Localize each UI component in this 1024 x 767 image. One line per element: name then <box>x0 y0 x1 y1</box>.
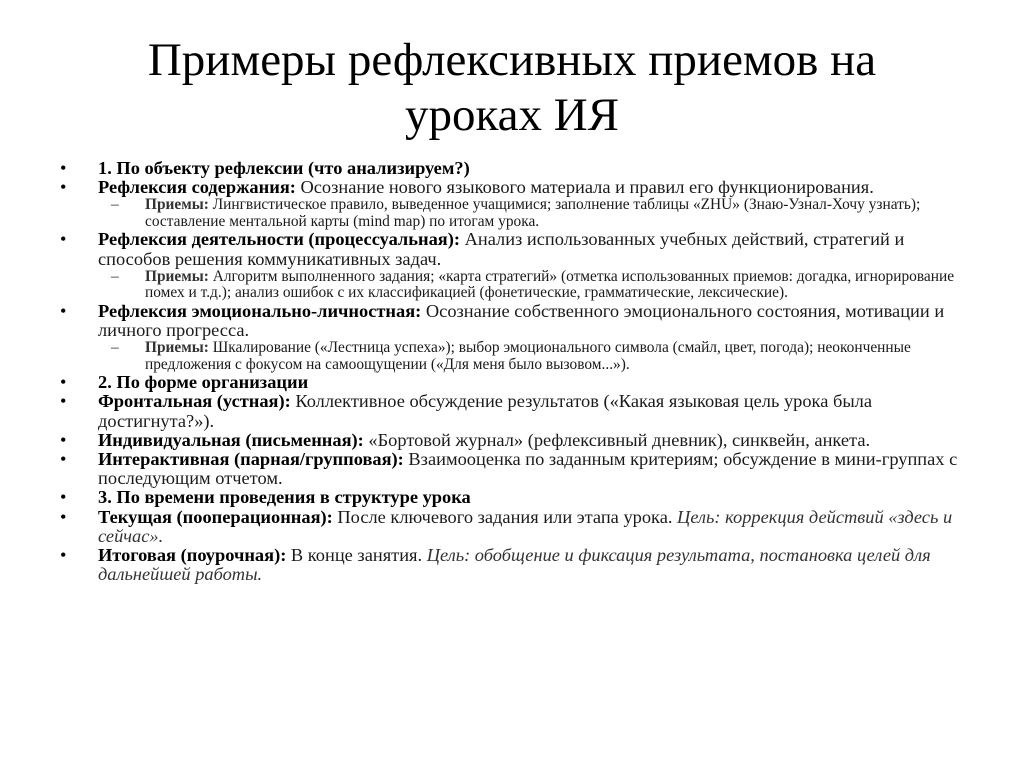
item-label: Рефлексия содержания: <box>98 177 296 198</box>
bullet-marker: • <box>60 177 67 198</box>
item-text: Осознание собственного эмоционального состояния, мотивации и личного прогресса. <box>98 300 945 341</box>
item-label: Интерактивная (парная/групповая): <box>98 449 404 470</box>
item-label: Рефлексия эмоционально-личностная: <box>98 300 422 321</box>
item-label: Текущая (пооперационная): <box>98 506 333 527</box>
item-text: Лингвистическое правило, выведенное учащимися; заполнение таблицы «ZHU» (Знаю-Узнал-Хочу узнать); составление ментальной карты (mind map) по итогам урока. <box>145 196 921 230</box>
bullet-marker: • <box>60 158 67 178</box>
item-note: Цель: обобщение и фиксация результата, постановка целей для дальнейшей работы. <box>98 545 931 585</box>
bullet-marker: • <box>60 229 67 250</box>
list-item <box>60 392 970 430</box>
slide-title-line-1: Примеры рефлексивных приемов на <box>147 34 877 86</box>
bullet-marker: • <box>60 391 67 412</box>
bullet-marker: • <box>60 300 67 321</box>
item-label: 3. По времени проведения в структуре урока <box>98 487 471 508</box>
dash-marker: – <box>111 339 119 357</box>
list-item <box>60 546 970 584</box>
item-text: Взаимооценка по заданным критериям; обсуждение в мини-группах с последующим отчетом. <box>98 449 958 489</box>
item-label: Фронтальная (устная): <box>98 391 291 412</box>
list-item <box>60 431 970 450</box>
item-label: Приемы: <box>145 339 209 357</box>
list-item <box>60 488 970 507</box>
item-label: 2. По форме организации <box>98 372 309 393</box>
item-text: Шкалирование («Лестница успеха»); выбор эмоционального символа (смайл, цвет, погода); неоконченные предложения с фокусом на самоощущении («Для меня было вызовом...»). <box>145 339 911 373</box>
item-text: В конце занятия. <box>286 545 427 566</box>
bullet-marker: • <box>60 487 67 508</box>
item-text: Алгоритм выполненного задания; «карта стратегий» (отметка использованных приемов: догадка, игнорирование помех и т.д.); анализ ошибок с их классификацией (фонетические, грамматические, лексические). <box>145 267 955 302</box>
list-item <box>60 450 970 488</box>
item-label: Приемы: <box>145 196 209 214</box>
item-text: После ключевого задания или этапа урока. <box>332 506 678 527</box>
item-label: Рефлексия деятельности (процессуальная): <box>98 229 460 250</box>
bullet-marker: • <box>60 545 67 566</box>
item-text: «Бортовой журнал» (рефлексивный дневник), синквейн, анкета. <box>363 429 871 450</box>
list-item <box>60 230 970 268</box>
bullet-marker: • <box>60 372 67 393</box>
item-label: 1. По объекту рефлексии (что анализируем?) <box>98 158 470 178</box>
list-item <box>60 302 970 340</box>
list-item <box>60 373 970 392</box>
sub-list-item <box>60 269 970 302</box>
slide-title <box>0 33 1024 143</box>
item-label: Итоговая (поурочная): <box>98 545 287 566</box>
bullet-list <box>60 159 970 584</box>
dash-marker: – <box>111 267 119 285</box>
bullet-marker: • <box>60 506 67 527</box>
list-item <box>60 159 970 178</box>
bullet-marker: • <box>60 429 67 450</box>
sub-list-item <box>60 340 970 373</box>
item-text: Осознание нового языкового материала и правил его функционирования. <box>295 177 874 198</box>
dash-marker: – <box>111 196 119 214</box>
bullet-marker: • <box>60 449 67 470</box>
item-note: Цель: коррекция действий «здесь и сейчас». <box>98 506 953 546</box>
item-text: Анализ использованных учебных действий, стратегий и способов решения коммуникативных задач. <box>98 229 905 269</box>
list-item <box>60 178 970 197</box>
sub-list-item <box>60 197 970 230</box>
item-label: Приемы: <box>145 267 209 285</box>
item-text: Коллективное обсуждение результатов («Какая языковая цель урока была достигнута?»). <box>98 391 873 431</box>
item-label: Индивидуальная (письменная): <box>98 429 364 450</box>
list-item <box>60 508 970 546</box>
slide-title-line-2: уроках ИЯ <box>404 89 620 141</box>
